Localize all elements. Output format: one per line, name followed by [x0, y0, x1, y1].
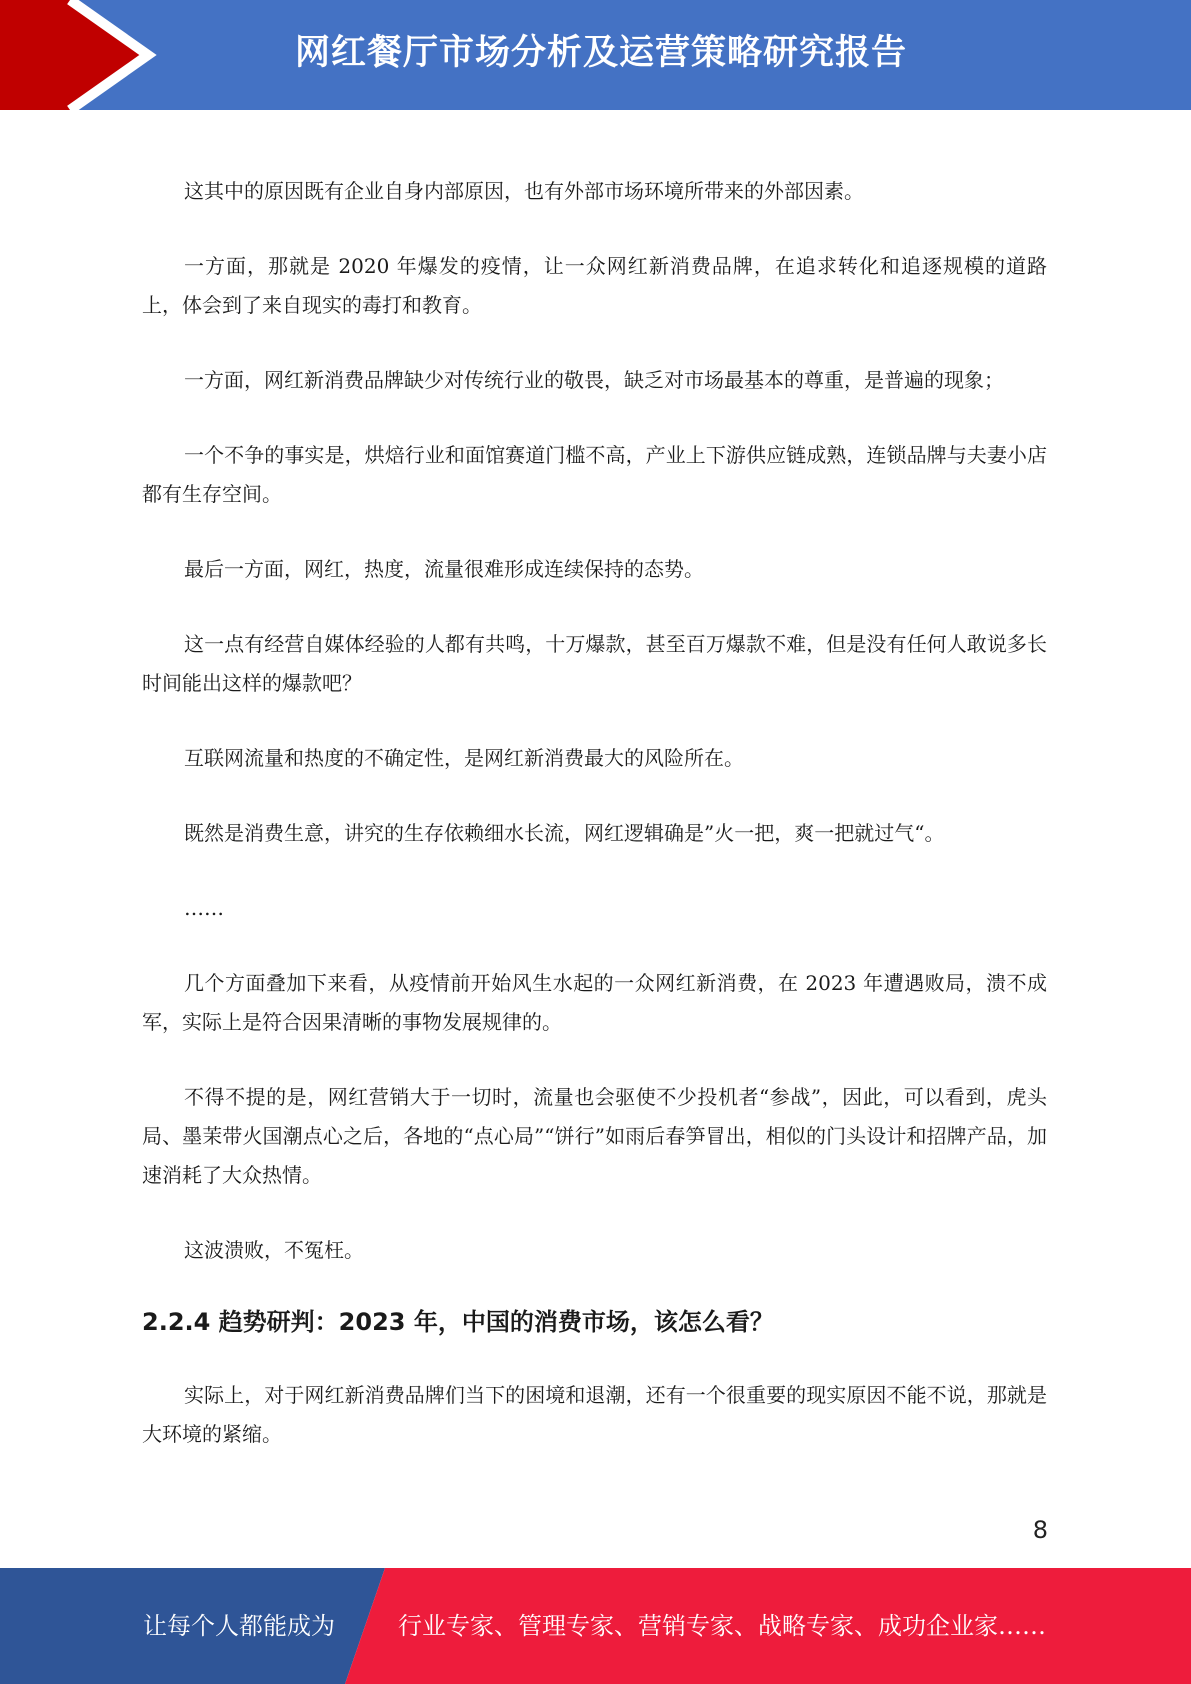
- footer-slogan-left: 让每个人都能成为: [143, 1612, 335, 1640]
- paragraph: 实际上，对于网红新消费品牌们当下的困境和退潮，还有一个很重要的现实原因不能不说，那就是大环境的紧缩。: [142, 1383, 1047, 1446]
- page-number: 8: [1032, 1516, 1048, 1544]
- paragraph: 这波溃败，不冤枉。: [184, 1238, 364, 1262]
- footer-slogan-right: 行业专家、管理专家、营销专家、战略专家、成功企业家……: [398, 1612, 1046, 1640]
- paragraph: 一方面，那就是 2020 年爆发的疫情，让一众网红新消费品牌，在追求转化和追逐规模的道路上，体会到了来自现实的毒打和教育。: [142, 254, 1047, 317]
- page-footer: [0, 1568, 1191, 1684]
- section-heading: 2.2.4 趋势研判：2023 年，中国的消费市场，该怎么看？: [142, 1308, 774, 1336]
- paragraph: 不得不提的是，网红营销大于一切时，流量也会驱使不少投机者“参战”，因此，可以看到，虎头局、墨茉带火国潮点心之后，各地的“点心局”“饼行”如雨后春笋冒出，相似的门头设计和招牌产品，加速消耗了大众热情。: [142, 1085, 1047, 1187]
- paragraph: 这一点有经营自媒体经验的人都有共鸣，十万爆款，甚至百万爆款不难，但是没有任何人敢说多长时间能出这样的爆款吧？: [142, 632, 1047, 695]
- paragraph: 一方面，网红新消费品牌缺少对传统行业的敬畏，缺乏对市场最基本的尊重，是普遍的现象；: [184, 368, 1004, 392]
- paragraph: 几个方面叠加下来看，从疫情前开始风生水起的一众网红新消费，在 2023 年遭遇败局，溃不成军，实际上是符合因果清晰的事物发展规律的。: [142, 971, 1047, 1034]
- paragraph: 一个不争的事实是，烘焙行业和面馆赛道门槛不高，产业上下游供应链成熟，连锁品牌与夫妻小店都有生存空间。: [142, 443, 1047, 506]
- paragraph: 互联网流量和热度的不确定性，是网红新消费最大的风险所在。: [184, 746, 744, 770]
- paragraph: 这其中的原因既有企业自身内部原因，也有外部市场环境所带来的外部因素。: [184, 179, 864, 203]
- page-header: [0, 0, 1191, 110]
- paragraph: 最后一方面，网红，热度，流量很难形成连续保持的态势。: [184, 557, 704, 581]
- report-title: 网红餐厅市场分析及运营策略研究报告: [295, 33, 908, 73]
- paragraph: 既然是消费生意，讲究的生存依赖细水长流，网红逻辑确是”火一把，爽一把就过气“。: [184, 821, 945, 845]
- ellipsis-paragraph: ……: [184, 896, 224, 920]
- page-content: [142, 172, 1047, 1454]
